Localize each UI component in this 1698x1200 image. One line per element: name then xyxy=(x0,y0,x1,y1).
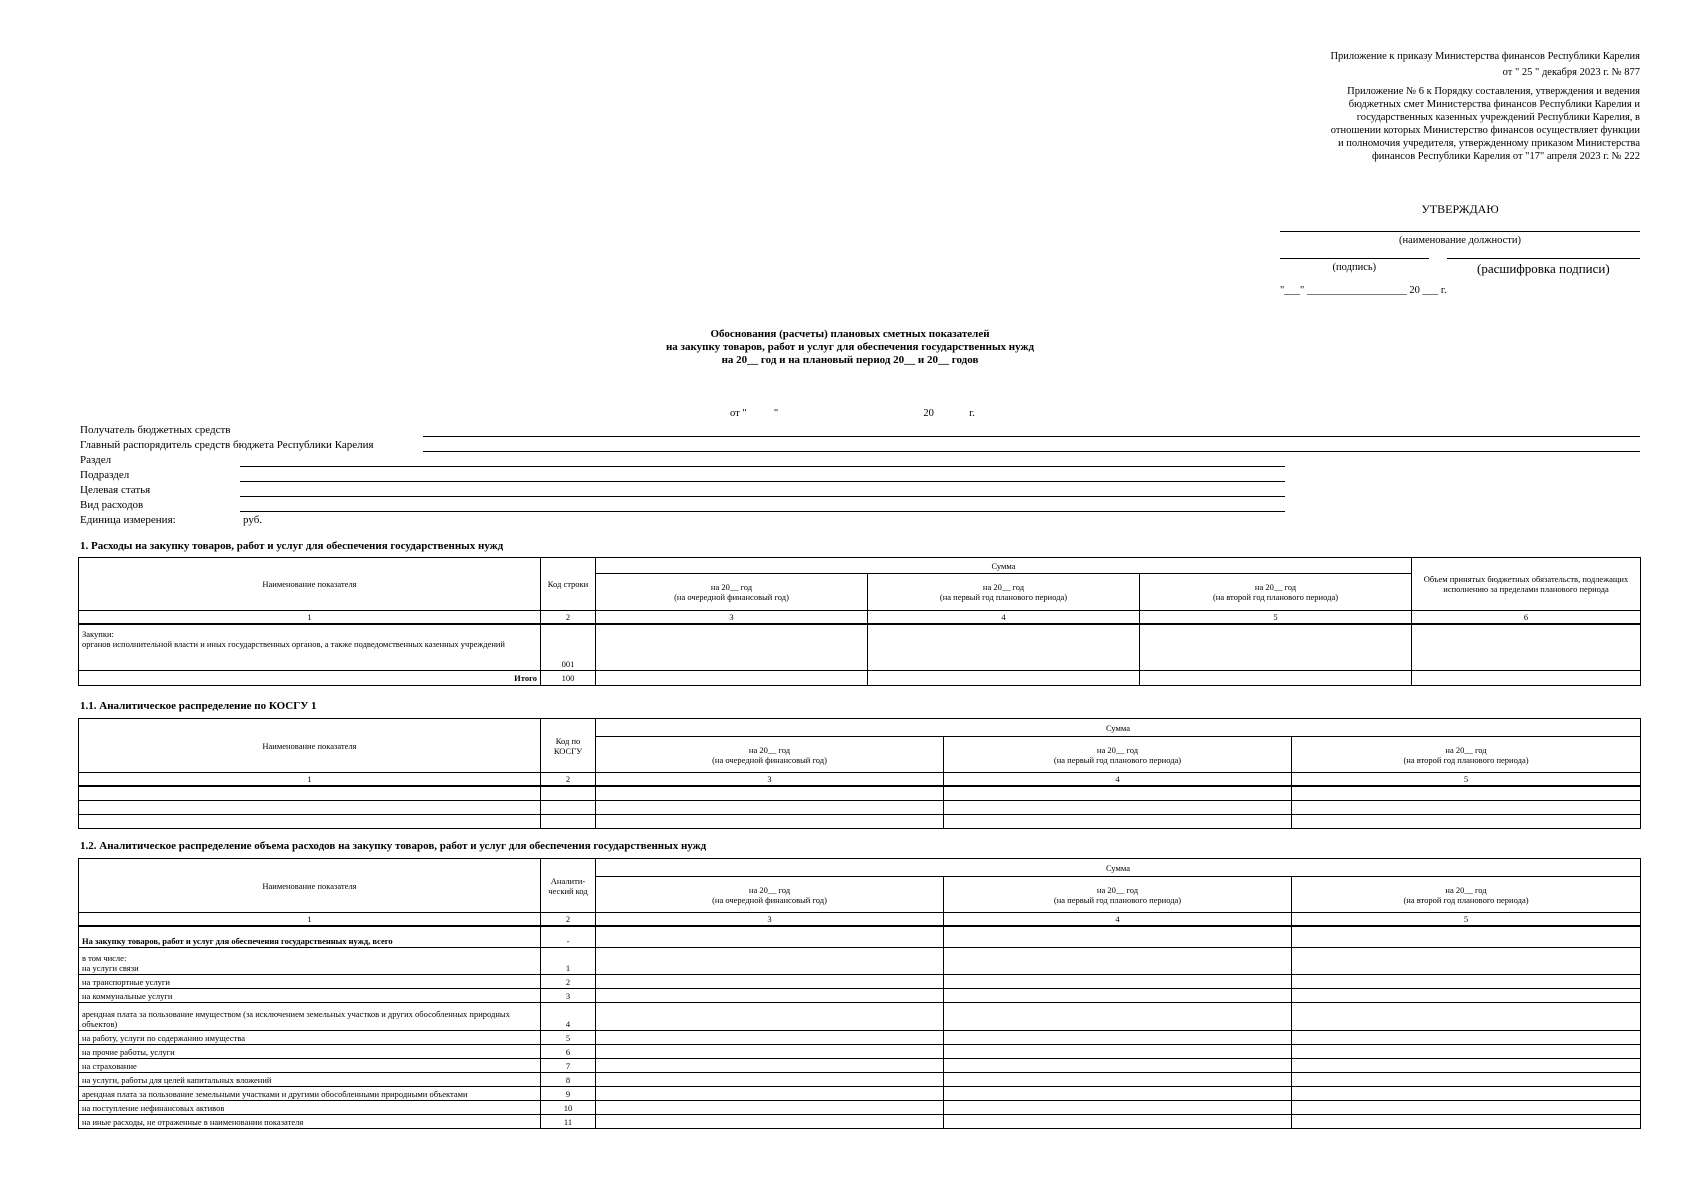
expense-type-label: Вид расходов xyxy=(80,499,144,511)
s12-colnum-1: 1 xyxy=(79,913,541,927)
main-manager-line xyxy=(423,451,1640,452)
section11-title: 1.1. Аналитическое распределение по КОСГУ 1 xyxy=(80,700,317,712)
s12-row-code: 5 xyxy=(541,1030,596,1044)
target-label: Целевая статья xyxy=(80,484,151,496)
s12-row-code: 6 xyxy=(541,1044,596,1058)
s1-header-year2: на 20__ год (на первый год планового периода) xyxy=(868,574,1140,611)
s12-row-cell[interactable] xyxy=(944,988,1292,1002)
s12-total-y3[interactable] xyxy=(1292,926,1641,947)
section-label: Раздел xyxy=(80,454,112,466)
target-line xyxy=(240,496,1285,497)
s11-colnum-4: 4 xyxy=(944,773,1292,787)
order-reference: Приложение к приказу Министерства финансов Республики Карелия xyxy=(1330,51,1640,62)
s12-total-row: На закупку товаров, работ и услуг для обеспечения государственных нужд, всего xyxy=(79,926,541,947)
section11-table xyxy=(78,718,1641,829)
s11-colnum-2: 2 xyxy=(541,773,596,787)
s12-row-name: на поступление нефинансовых активов xyxy=(79,1100,541,1114)
s12-row-cell[interactable] xyxy=(596,1030,944,1044)
position-caption: (наименование должности) xyxy=(1398,235,1522,246)
s12-row-cell[interactable] xyxy=(944,974,1292,988)
s12-row-name: на иные расходы, не отраженные в наименовании показателя xyxy=(79,1114,541,1128)
s12-colnum-2: 2 xyxy=(541,913,596,927)
section1-title: 1. Расходы на закупку товаров, работ и услуг для обеспечения государственных нужд xyxy=(80,540,504,552)
s1-row-purchases: Закупки: органов исполнительной власти и иных государственных органов, а также подведомственных казенных учреждений xyxy=(79,624,541,670)
s1-header-code: Код строки xyxy=(541,558,596,611)
s11-header-name: Наименование показателя xyxy=(79,719,541,773)
s11-empty-row[interactable] xyxy=(79,800,541,814)
s11-empty-cell[interactable] xyxy=(541,814,596,828)
s12-row-name: арендная плата за пользование имуществом (за исключением земельных участков и других обособленных природных объектов) xyxy=(79,1002,541,1030)
s12-row-cell[interactable] xyxy=(944,1044,1292,1058)
approve-block xyxy=(1280,202,1640,296)
s1-total-label: Итого xyxy=(79,670,541,685)
s12-row-cell[interactable] xyxy=(596,1114,944,1128)
s12-row-code: 2 xyxy=(541,974,596,988)
s11-colnum-5: 5 xyxy=(1292,773,1641,787)
s12-row-code: 1 xyxy=(541,947,596,974)
info-block xyxy=(80,424,1640,529)
s1-colnum-1: 1 xyxy=(79,611,541,625)
s12-header-sum: Сумма xyxy=(596,859,1641,877)
s11-empty-row[interactable] xyxy=(79,814,541,828)
s1-total-obl[interactable] xyxy=(1412,670,1641,685)
s1-colnum-5: 5 xyxy=(1140,611,1412,625)
s12-row-cell[interactable] xyxy=(944,1058,1292,1072)
s12-row-cell[interactable] xyxy=(1292,1114,1641,1128)
s11-empty-cell[interactable] xyxy=(596,800,944,814)
title-line-3: на 20__ год и на плановый период 20__ и 20__ годов xyxy=(721,354,979,366)
s12-header-code: Аналити-ческий код xyxy=(541,859,596,913)
from-prefix: от " xyxy=(730,408,747,419)
s12-row-code: 9 xyxy=(541,1086,596,1100)
s11-empty-cell[interactable] xyxy=(944,814,1292,828)
s12-row-cell[interactable] xyxy=(1292,1044,1641,1058)
section-line xyxy=(240,466,1285,467)
s12-colnum-3: 3 xyxy=(596,913,944,927)
title-line-2: на закупку товаров, работ и услуг для обеспечения государственных нужд xyxy=(665,341,1035,353)
s11-colnum-3: 3 xyxy=(596,773,944,787)
s12-row-cell[interactable] xyxy=(944,1030,1292,1044)
s12-header-year2: на 20__ год (на первый год планового периода) xyxy=(944,877,1292,913)
expense-type-line xyxy=(240,511,1285,512)
signature-line xyxy=(1280,258,1429,259)
s12-row-cell[interactable] xyxy=(944,1086,1292,1100)
s12-row-cell[interactable] xyxy=(596,988,944,1002)
position-line xyxy=(1280,231,1640,232)
appendix-text: Приложение № 6 к Порядку составления, утверждения и ведения бюджетных смет Министерства финансов Республики Карелия и государственных казенных учреждений Республики Карелия, в отношении которых Министерство финансов осуществляет функции и полномочия учредителя, утвержденному приказом Министерства финансов Республики Карелия от "17" апреля 2023 г. № 222 xyxy=(1330,86,1640,162)
s12-row-name: на работу, услуги по содержанию имущества xyxy=(79,1030,541,1044)
s1-header-obligations: Объем принятых бюджетных обязательств, подлежащих исполнению за пределами планового периода xyxy=(1412,558,1641,611)
s12-row-name: на страхование xyxy=(79,1058,541,1072)
approve-title: УТВЕРЖДАЮ xyxy=(1421,202,1499,216)
section1-table xyxy=(78,557,1641,686)
s12-row-cell[interactable] xyxy=(1292,974,1641,988)
s12-colnum-5: 5 xyxy=(1292,913,1641,927)
signature-decode-caption: (расшифровка подписи) xyxy=(1476,261,1610,276)
document-title xyxy=(560,328,1140,367)
unit-value: руб. xyxy=(243,514,263,526)
s12-row-cell[interactable] xyxy=(596,1058,944,1072)
subsection-line xyxy=(240,481,1285,482)
s12-row-cell[interactable] xyxy=(944,947,1292,974)
s11-empty-cell[interactable] xyxy=(596,814,944,828)
s1-colnum-3: 3 xyxy=(596,611,868,625)
s1-row-cell-y3[interactable] xyxy=(1140,624,1412,670)
recipient-label: Получатель бюджетных средств xyxy=(80,424,231,436)
s1-header-name: Наименование показателя xyxy=(79,558,541,611)
s1-total-y1[interactable] xyxy=(596,670,868,685)
s12-row-cell[interactable] xyxy=(1292,988,1641,1002)
s1-colnum-2: 2 xyxy=(541,611,596,625)
s1-header-year1: на 20__ год (на очередной финансовый год) xyxy=(596,574,868,611)
s12-row-cell[interactable] xyxy=(944,1114,1292,1128)
s12-row-cell[interactable] xyxy=(596,1002,944,1030)
s12-row-cell[interactable] xyxy=(944,1072,1292,1086)
s1-total-y2[interactable] xyxy=(868,670,1140,685)
s12-row-cell[interactable] xyxy=(1292,1086,1641,1100)
s1-colnum-6: 6 xyxy=(1412,611,1641,625)
s1-header-year3: на 20__ год (на второй год планового периода) xyxy=(1140,574,1412,611)
s12-total-y1[interactable] xyxy=(596,926,944,947)
s11-empty-cell[interactable] xyxy=(541,800,596,814)
subsection-label: Подраздел xyxy=(80,469,130,481)
s12-row-cell[interactable] xyxy=(1292,1030,1641,1044)
s1-row-code: 001 xyxy=(541,624,596,670)
s11-colnum-1: 1 xyxy=(79,773,541,787)
s1-header-sum: Сумма xyxy=(596,558,1412,574)
s12-row-cell[interactable] xyxy=(1292,1058,1641,1072)
from-year: 20 xyxy=(923,408,934,419)
s11-empty-cell[interactable] xyxy=(1292,814,1641,828)
s12-header-name: Наименование показателя xyxy=(79,859,541,913)
s12-row-cell[interactable] xyxy=(944,1100,1292,1114)
s12-total-code: - xyxy=(541,926,596,947)
s12-row-code: 7 xyxy=(541,1058,596,1072)
section12-title: 1.2. Аналитическое распределение объема расходов на закупку товаров, работ и услуг для обеспечения государственных нужд xyxy=(80,840,707,852)
recipient-line xyxy=(423,436,1640,437)
s12-row-cell[interactable] xyxy=(1292,947,1641,974)
s12-row-cell[interactable] xyxy=(596,1072,944,1086)
s12-row-name: на коммунальные услуги xyxy=(79,988,541,1002)
s12-row-cell[interactable] xyxy=(944,1002,1292,1030)
signature-decode-line xyxy=(1447,258,1640,259)
s12-row-cell[interactable] xyxy=(1292,1002,1641,1030)
order-date: от " 25 " декабря 2023 г. № 877 xyxy=(1502,67,1640,78)
s12-row-name: на прочие работы, услуги xyxy=(79,1044,541,1058)
from-quote: " xyxy=(773,408,779,419)
s11-empty-cell[interactable] xyxy=(1292,800,1641,814)
approve-date-line: "___" ___________________ 20 ___ г. xyxy=(1280,285,1447,296)
s12-row-cell[interactable] xyxy=(596,1100,944,1114)
signature-caption: (подпись) xyxy=(1332,262,1377,273)
order-header xyxy=(1240,50,1640,166)
s11-header-year1: на 20__ год (на очередной финансовый год) xyxy=(596,737,944,773)
s12-row-cell[interactable] xyxy=(596,947,944,974)
s11-empty-cell[interactable] xyxy=(596,786,944,800)
s11-header-code: Код по КОСГУ xyxy=(541,719,596,773)
s12-row-cell[interactable] xyxy=(596,1044,944,1058)
s11-empty-cell[interactable] xyxy=(1292,786,1641,800)
s12-row-code: 3 xyxy=(541,988,596,1002)
s11-empty-cell[interactable] xyxy=(944,800,1292,814)
s1-colnum-4: 4 xyxy=(868,611,1140,625)
s12-body xyxy=(79,947,1641,1128)
s12-row-code: 11 xyxy=(541,1114,596,1128)
s12-colnum-4: 4 xyxy=(944,913,1292,927)
s11-header-year2: на 20__ год (на первый год планового периода) xyxy=(944,737,1292,773)
s12-row-code: 10 xyxy=(541,1100,596,1114)
s12-row-code: 4 xyxy=(541,1002,596,1030)
s1-total-code: 100 xyxy=(541,670,596,685)
s1-row-cell-y2[interactable] xyxy=(868,624,1140,670)
s11-header-year3: на 20__ год (на второй год планового периода) xyxy=(1292,737,1641,773)
s11-empty-cell[interactable] xyxy=(541,786,596,800)
s12-total-y2[interactable] xyxy=(944,926,1292,947)
s12-row-name: на транспортные услуги xyxy=(79,974,541,988)
unit-label: Единица измерения: xyxy=(80,514,176,526)
s12-row-name: на услуги, работы для целей капитальных вложений xyxy=(79,1072,541,1086)
s11-header-sum: Сумма xyxy=(596,719,1641,737)
s12-header-year3: на 20__ год (на второй год планового периода) xyxy=(1292,877,1641,913)
s12-row-cell[interactable] xyxy=(596,974,944,988)
s12-row-name: в том числе: на услуги связи xyxy=(79,947,541,974)
section12-table xyxy=(78,858,1641,1129)
s1-row-cell-obl[interactable] xyxy=(1412,624,1641,670)
s12-row-cell[interactable] xyxy=(1292,1100,1641,1114)
from-date-line xyxy=(730,408,975,419)
s12-row-code: 8 xyxy=(541,1072,596,1086)
s11-empty-cell[interactable] xyxy=(944,786,1292,800)
s12-row-cell[interactable] xyxy=(1292,1072,1641,1086)
from-suffix: г. xyxy=(969,408,975,419)
s12-row-name: арендная плата за пользование земельными участками и другими обособленными природными объектами xyxy=(79,1086,541,1100)
main-manager-label: Главный распорядитель средств бюджета Республики Карелия xyxy=(80,439,374,451)
s1-row-cell-y1[interactable] xyxy=(596,624,868,670)
s11-empty-row[interactable] xyxy=(79,786,541,800)
s1-total-y3[interactable] xyxy=(1140,670,1412,685)
title-line-1: Обоснования (расчеты) плановых сметных показателей xyxy=(710,328,990,340)
s12-row-cell[interactable] xyxy=(596,1086,944,1100)
s12-header-year1: на 20__ год (на очередной финансовый год) xyxy=(596,877,944,913)
